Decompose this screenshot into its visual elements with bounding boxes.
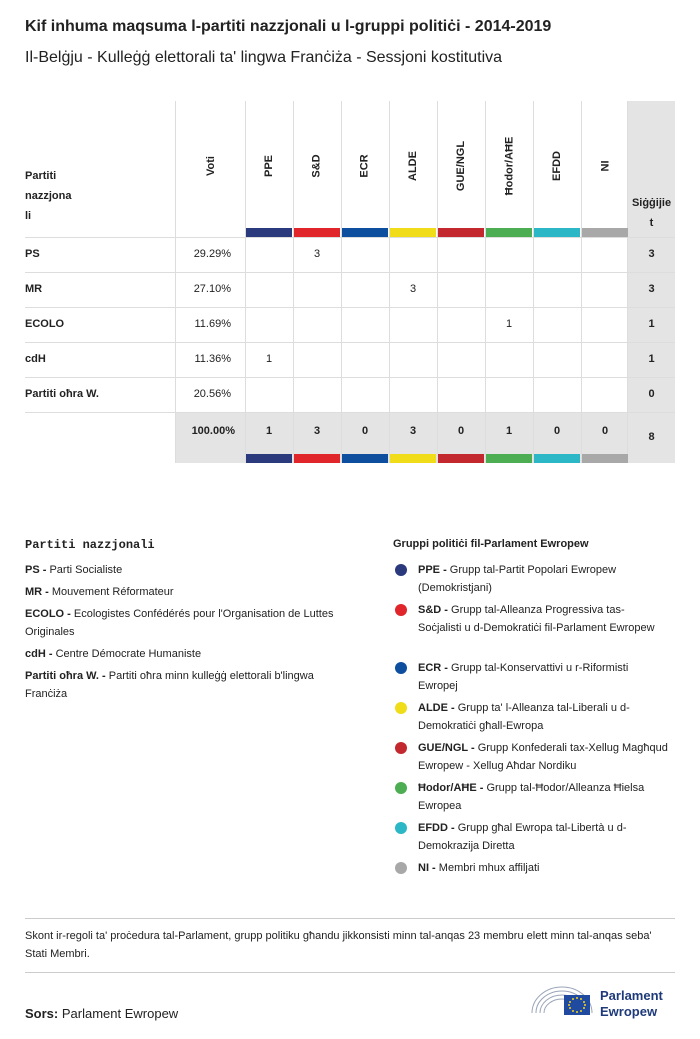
group-color-bar	[294, 454, 340, 463]
logo-text: Parlament Ewropew	[600, 988, 663, 1019]
parliament-hemicycle-icon	[530, 983, 594, 1019]
row-divider	[25, 237, 675, 238]
group-column-header: NI	[599, 160, 611, 172]
group-column-header: Ħodor/AĦE	[503, 136, 516, 196]
grand-total-seats: 8	[648, 431, 655, 443]
group-color-bar	[246, 454, 292, 463]
group-total-cell: 0	[361, 425, 369, 437]
vote-share: 27.10%	[193, 283, 231, 295]
group-color-bar	[390, 228, 436, 237]
row-divider	[25, 342, 675, 343]
party-name: ECOLO	[25, 318, 65, 330]
efdd-color-dot-icon	[395, 822, 407, 834]
row-divider	[25, 272, 675, 273]
ni-color-dot-icon	[395, 862, 407, 874]
group-color-bar	[534, 454, 580, 463]
group-column-header: S&D	[310, 154, 323, 178]
group-total-cell: 1	[505, 425, 513, 437]
party-name: PS	[25, 248, 40, 260]
page-subtitle: Il-Belġju - Kulleġġ elettorali ta' lingwa Franċiża - Sessjoni kostitutiva	[25, 49, 503, 66]
national-parties-title: Partiti nazzjonali	[25, 538, 155, 552]
national-party-item: PS - Parti Socialiste	[25, 564, 123, 576]
ecr-color-dot-icon	[395, 662, 407, 674]
seat-count-cell: 1	[265, 353, 273, 365]
group-column-header: ECR	[358, 154, 371, 178]
party-name: MR	[25, 283, 43, 295]
ppe-color-dot-icon	[395, 564, 407, 576]
group-total-cell: 0	[601, 425, 609, 437]
group-total-cell: 0	[457, 425, 465, 437]
total-seats: 3	[648, 248, 655, 260]
group-color-bar	[486, 228, 532, 237]
total-seats: 3	[648, 283, 655, 295]
sd-color-dot-icon	[395, 604, 407, 616]
total-seats: 0	[648, 388, 655, 400]
group-color-bar	[438, 228, 484, 237]
group-color-bar	[582, 228, 628, 237]
group-color-bar	[582, 454, 628, 463]
group-total-cell: 3	[313, 425, 321, 437]
national-party-item: ECOLO - Ecologistes Confédérés pour l'Organisation de Luttes Originales	[25, 608, 334, 638]
vote-share: 11.36%	[194, 353, 231, 365]
group-total-cell: 0	[553, 425, 561, 437]
group-column-header: EFDD	[550, 151, 563, 181]
group-color-bar	[486, 454, 532, 463]
source-line: Sors: Parlament Ewropew	[25, 1006, 179, 1021]
party-name: Partiti oħra W.	[25, 388, 99, 400]
total-seats: 1	[648, 318, 655, 330]
group-total-cell: 3	[409, 425, 417, 437]
european-parliament-logo	[530, 983, 680, 1023]
seats-column-header: Siġġijie t	[631, 197, 672, 229]
votes-column-header: Voti	[204, 156, 217, 176]
group-color-bar	[390, 454, 436, 463]
group-total-cell: 1	[265, 425, 273, 437]
seats-column-background	[628, 101, 675, 463]
gue-ngl-color-dot-icon	[395, 742, 407, 754]
party-name: cdH	[25, 353, 46, 365]
row-divider	[25, 377, 675, 378]
group-color-bar	[294, 228, 340, 237]
seat-count-cell: 3	[409, 283, 417, 295]
divider	[25, 972, 675, 973]
divider	[25, 918, 675, 919]
row-divider	[25, 412, 675, 413]
political-groups-title: Gruppi politiċi fil-Parlament Ewropew	[393, 538, 589, 550]
seat-count-cell: 1	[505, 318, 513, 330]
national-party-item: cdH - Centre Démocrate Humaniste	[25, 648, 202, 660]
total-vote-share: 100.00%	[191, 425, 235, 437]
greens-efa-color-dot-icon	[395, 782, 407, 794]
footnote: Skont ir-regoli ta' proċedura tal-Parlament, grupp politiku għandu jikkonsisti minn tal-anqas 23 membru elett minn tal-anqas seba' Stati Membri.	[25, 930, 652, 960]
seat-count-cell: 3	[313, 248, 321, 260]
vote-share: 11.69%	[194, 318, 231, 330]
vote-share: 20.56%	[193, 388, 231, 400]
national-party-item: Partiti oħra W. - Partiti oħra minn kulleġġ elettorali b'lingwa Franċiża	[25, 670, 314, 700]
page-title: Kif inhuma maqsuma l-partiti nazzjonali u l-gruppi politiċi - 2014-2019	[25, 18, 552, 35]
national-party-item: MR - Mouvement Réformateur	[25, 586, 174, 598]
group-color-bar	[342, 228, 388, 237]
group-color-bar	[342, 454, 388, 463]
total-seats: 1	[648, 353, 655, 365]
alde-color-dot-icon	[395, 702, 407, 714]
vote-share: 29.29%	[193, 248, 231, 260]
party-column-header: Partiti nazzjona li	[25, 170, 72, 222]
group-color-bar	[438, 454, 484, 463]
column-divider	[175, 101, 176, 463]
group-color-bar	[534, 228, 580, 237]
group-column-header: ALDE	[406, 151, 419, 181]
group-color-bar	[246, 228, 292, 237]
row-divider	[25, 307, 675, 308]
group-column-header: GUE/NGL	[455, 140, 467, 192]
group-column-header: PPE	[262, 154, 275, 178]
